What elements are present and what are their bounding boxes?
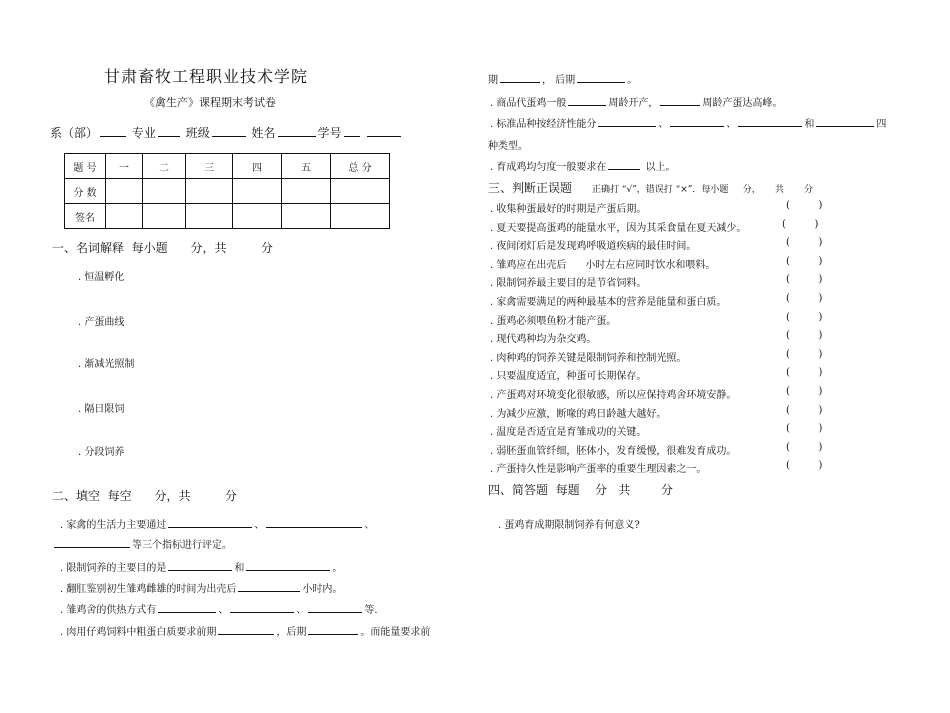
answer-blank[interactable] <box>500 71 540 83</box>
true-false-question: . 现代鸡种均为杂交鸡。 <box>490 334 597 345</box>
true-false-question: . 产蛋持久性是影响产蛋率的重要生理因素之一。 <box>490 464 707 475</box>
question-text: 期 <box>488 75 498 86</box>
answer-parentheses[interactable]: ( ) <box>786 274 823 285</box>
answer-parentheses[interactable]: ( ) <box>786 237 823 248</box>
true-false-question: . 夏天要提高蛋鸡的能量水平，因为其采食量在夏天减少。 <box>490 223 747 234</box>
id-blank[interactable] <box>344 125 360 137</box>
true-false-question: . 只要温度适宜，种蛋可长期保存。 <box>490 371 647 382</box>
term-item: . 产蛋曲线 <box>78 317 125 328</box>
id-blank-2[interactable] <box>367 125 401 137</box>
answer-parentheses[interactable]: ( ) <box>786 367 823 378</box>
answer-blank[interactable] <box>266 516 362 528</box>
fill-question-8 <box>490 158 676 173</box>
major-blank[interactable] <box>158 125 180 137</box>
column-header: 三 <box>186 154 233 179</box>
fill-question-1: . 家禽的生活力主要通过 、 、 <box>60 516 374 531</box>
dept-label: 系（部） <box>50 126 99 140</box>
question-text: 周龄开产， <box>608 98 659 109</box>
question-text: 。而能量要求前 <box>360 627 431 638</box>
answer-blank[interactable] <box>168 516 252 528</box>
true-false-question: . 雏鸡应在出壳后 小时左右应同时饮水和喂料。 <box>490 260 716 271</box>
true-false-question: . 弱胚蛋血管纤细，胚体小，发育缓慢，很难发育成功。 <box>490 446 737 457</box>
answer-parentheses[interactable]: ( ) <box>786 330 823 341</box>
true-false-question: . 肉种鸡的饲养关键是限制饲养和控制光照。 <box>490 353 687 364</box>
fill-question-2: . 限制饲养的主要目的是 和 。 <box>60 559 342 574</box>
question-text: . 雏鸡舍的供热方式有 <box>60 605 157 616</box>
name-label: 姓名 <box>251 126 276 140</box>
score-row <box>65 179 390 204</box>
fill-question-4: . 雏鸡舍的供热方式有 、 、 等. <box>60 601 378 616</box>
term-item: . 隔日限饲 <box>78 404 125 415</box>
question-text: ，后期 <box>276 627 307 638</box>
answer-parentheses[interactable]: ( ) <box>786 423 823 434</box>
signature-cell[interactable] <box>186 204 233 229</box>
major-label: 专业 <box>131 126 156 140</box>
class-blank[interactable] <box>212 125 246 137</box>
answer-blank[interactable] <box>238 580 300 592</box>
question-text: 四 <box>876 119 887 130</box>
answer-blank[interactable] <box>308 601 362 613</box>
score-cell[interactable] <box>186 179 233 204</box>
section3-instruction: 正确打 “√”，错误打 “×”．每小题 分， 共 分 <box>592 185 814 195</box>
score-cell[interactable] <box>106 179 143 204</box>
answer-blank[interactable] <box>816 115 874 127</box>
score-cell[interactable] <box>282 179 331 204</box>
school-title: 甘肃畜牧工程职业技术学院 <box>104 67 309 86</box>
question-text: 和 <box>234 563 245 574</box>
true-false-question: . 限制饲养最主要目的是节省饲料。 <box>490 278 647 289</box>
question-text: . 翻肛鉴别初生雏鸡雌雄的时间为出壳后 <box>60 584 237 595</box>
score-header-row <box>65 154 390 179</box>
true-false-question: . 家禽需要满足的两种最基本的营养是能量和蛋白质。 <box>490 297 727 308</box>
short-answer-question: . 蛋鸡育成期限制饲养有何意义? <box>498 520 640 531</box>
answer-blank[interactable] <box>660 94 700 106</box>
dept-blank[interactable] <box>100 125 126 137</box>
name-blank[interactable] <box>278 125 316 137</box>
answer-parentheses[interactable]: ( ) <box>786 386 823 397</box>
question-text: . 育成鸡均匀度一般要求在 <box>490 162 607 173</box>
true-false-question: . 为减少应激，断喙的鸡日龄越大越好。 <box>490 409 667 420</box>
question-text: . 商品代蛋鸡一般 <box>490 98 567 109</box>
score-cell[interactable] <box>233 179 282 204</box>
answer-parentheses[interactable]: ( ) <box>786 405 823 416</box>
answer-parentheses[interactable]: ( ) <box>786 442 823 453</box>
fill-question-5-cont: 期 ， 后期 。 <box>488 71 637 86</box>
row-label: 分 数 <box>65 179 106 204</box>
answer-blank[interactable] <box>308 623 358 635</box>
question-text: 等三个指标进行评定。 <box>132 540 232 551</box>
answer-blank[interactable] <box>168 559 232 571</box>
score-cell[interactable] <box>331 179 390 204</box>
answer-blank[interactable] <box>246 559 330 571</box>
column-header: 二 <box>143 154 186 179</box>
answer-parentheses[interactable]: ( ) <box>782 219 819 230</box>
row-label: 题 号 <box>65 154 106 179</box>
fill-question-6 <box>490 94 782 109</box>
section1-title: 一、名词解释 每小题 分，共 分 <box>52 241 273 255</box>
signature-cell[interactable] <box>143 204 186 229</box>
question-text: . 标准品种按经济性能分 <box>490 119 597 130</box>
answer-parentheses[interactable]: ( ) <box>786 460 823 471</box>
signature-cell[interactable] <box>331 204 390 229</box>
fill-question-3 <box>60 580 342 595</box>
answer-parentheses[interactable]: ( ) <box>786 312 823 323</box>
class-label: 班级 <box>185 126 210 140</box>
answer-parentheses[interactable]: ( ) <box>786 256 823 267</box>
question-text: . 限制饲养的主要目的是 <box>60 563 167 574</box>
score-table <box>64 153 390 229</box>
exam-subtitle: 《禽生产》课程期末考试卷 <box>144 96 276 109</box>
true-false-question: . 蛋鸡必须喂鱼粉才能产蛋。 <box>490 316 617 327</box>
answer-parentheses[interactable]: ( ) <box>786 293 823 304</box>
question-text: . 肉用仔鸡饲料中粗蛋白质要求前期 <box>60 627 217 638</box>
answer-blank[interactable] <box>158 601 216 613</box>
answer-blank[interactable] <box>218 623 274 635</box>
question-text: 和 <box>804 119 815 130</box>
question-text: 小时内。 <box>302 584 343 595</box>
true-false-question: . 夜间闭灯后是发现鸡呼吸道疾病的最佳时间。 <box>490 241 697 252</box>
answer-blank[interactable] <box>598 115 656 127</box>
signature-cell[interactable] <box>233 204 282 229</box>
answer-blank[interactable] <box>230 601 294 613</box>
answer-blank[interactable] <box>54 536 130 548</box>
question-text: ， 后期 <box>542 75 576 86</box>
fill-question-7: . 标准品种按经济性能分 、 、 和 四 <box>490 115 886 130</box>
answer-blank[interactable] <box>608 158 640 170</box>
question-text: 以上。 <box>645 162 676 173</box>
answer-parentheses[interactable]: ( ) <box>786 200 823 211</box>
fill-question-7-cont: 种类型。 <box>488 141 528 152</box>
answer-blank[interactable] <box>738 115 802 127</box>
term-item: . 分段饲养 <box>78 447 125 458</box>
signature-cell[interactable] <box>106 204 143 229</box>
column-header: 总 分 <box>331 154 390 179</box>
fill-question-5 <box>60 623 430 638</box>
id-label: 学号 <box>317 126 342 140</box>
column-header: 五 <box>282 154 331 179</box>
section2-title: 二、填空 每空 分，共 分 <box>52 489 237 503</box>
question-text: 周龄产蛋达高峰。 <box>702 98 783 109</box>
signature-cell[interactable] <box>282 204 331 229</box>
answer-blank[interactable] <box>568 94 606 106</box>
answer-parentheses[interactable]: ( ) <box>786 349 823 360</box>
term-item: . 恒温孵化 <box>78 272 125 283</box>
column-header: 一 <box>106 154 143 179</box>
answer-blank[interactable] <box>670 115 724 127</box>
signature-row <box>65 204 390 229</box>
term-item: . 渐减光照制 <box>78 359 135 370</box>
row-label: 签名 <box>65 204 106 229</box>
question-text: 等. <box>364 605 378 616</box>
answer-blank[interactable] <box>577 71 625 83</box>
question-text: . 家禽的生活力主要通过 <box>60 520 167 531</box>
student-info-line <box>50 124 403 141</box>
fill-question-1-cont <box>52 536 232 551</box>
section3-title: 三、判断正误题 <box>488 181 573 195</box>
column-header: 四 <box>233 154 282 179</box>
score-cell[interactable] <box>143 179 186 204</box>
true-false-question: . 温度是否适宜是育雏成功的关键。 <box>490 427 647 438</box>
section4-title: 四、简答题 每题 分 共 分 <box>488 483 673 497</box>
true-false-question: . 产蛋鸡对环境变化很敏感，所以应保持鸡舍环境安静。 <box>490 390 737 401</box>
true-false-question: . 收集种蛋最好的时期是产蛋后期。 <box>490 204 647 215</box>
